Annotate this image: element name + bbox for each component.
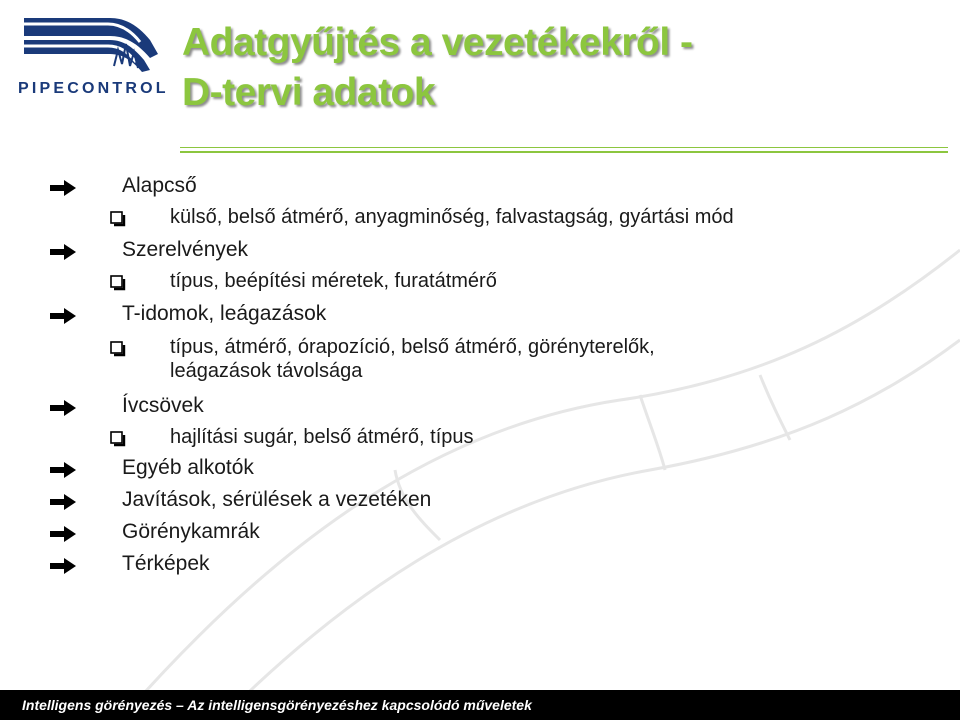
logo-text: PIPECONTROL [18, 80, 169, 97]
sub-list-item: külső, belső átmérő, anyagminőség, falvastagság, gyártási mód [170, 206, 734, 228]
list-item: T-idomok, leágazások [122, 302, 327, 325]
arrow-bullet-icon [48, 179, 78, 197]
arrow-bullet-icon [48, 399, 78, 417]
arrow-bullet-icon [48, 461, 78, 479]
arrow-bullet-icon [48, 557, 78, 575]
footer-text: Intelligens görényezés – Az intelligensgörényezéshez kapcsolódó műveletek [22, 697, 532, 713]
checkbox-bullet-icon [110, 341, 126, 357]
list-item: Térképek [122, 552, 210, 575]
arrow-bullet-icon [48, 243, 78, 261]
list-item: Szerelvények [122, 238, 249, 261]
list-item: Javítások, sérülések a vezetéken [122, 488, 432, 511]
title-line-1: Adatgyűjtés a vezetékekről - [182, 21, 693, 64]
sub-list-item: hajlítási sugár, belső átmérő, típus [170, 426, 474, 448]
checkbox-bullet-icon [110, 431, 126, 447]
footer-bar [0, 690, 960, 720]
checkbox-bullet-icon [110, 275, 126, 291]
list-item: Görénykamrák [122, 520, 260, 543]
sub-list-item: leágazások távolsága [170, 360, 363, 382]
arrow-bullet-icon [48, 307, 78, 325]
sub-list-item: típus, beépítési méretek, furatátmérő [170, 270, 497, 292]
arrow-bullet-icon [48, 493, 78, 511]
list-item: Egyéb alkotók [122, 456, 254, 479]
checkbox-bullet-icon [110, 211, 126, 227]
sub-list-item: típus, átmérő, órapozíció, belső átmérő, görényterelők, [170, 336, 655, 358]
list-item: Alapcső [122, 174, 197, 197]
list-item: Ívcsövek [122, 394, 204, 417]
title-line-2: D-tervi adatok [182, 71, 436, 114]
arrow-bullet-icon [48, 525, 78, 543]
